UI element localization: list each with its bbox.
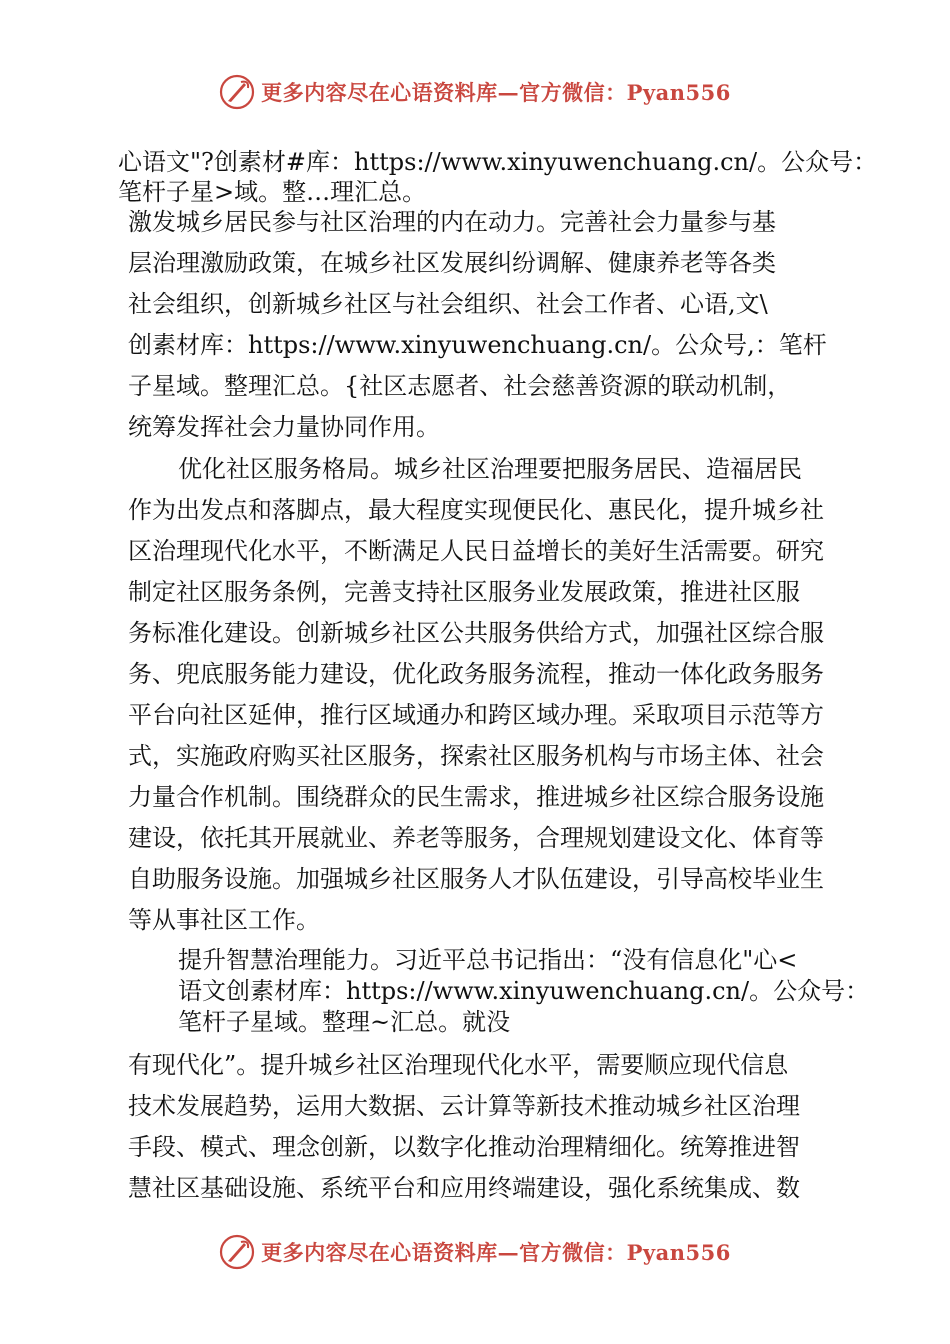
watermark-text-bottom: 更多内容尽在心语资料库—官方微信：Pyan556 (261, 1240, 731, 1265)
paragraph-line: 统筹发挥社会力量协同作用。 (128, 413, 440, 441)
paragraph-line: 社会组织，创新城乡社区与社会组织、社会工作者、心语,文\ (128, 290, 768, 318)
header-note-line: 心语文"?创素材#库：https://www.xinyuwenchuang.cn/。公众号： (118, 148, 878, 176)
paragraph-line: 子星域。整理汇总。{社区志愿者、社会慈善资源的联动机制， (128, 372, 792, 400)
quill-pen-logo-icon (219, 1234, 255, 1270)
paragraph-line: 优化社区服务格局。城乡社区治理要把服务居民、造福居民 (178, 455, 802, 483)
paragraph-line: 务、兜底服务能力建设，优化政务服务流程，推动一体化政务服务 (128, 660, 824, 688)
paragraph-line: 创素材库：https://www.xinyuwenchuang.cn/。公众号,：笔杆 (128, 331, 827, 359)
quill-pen-logo-icon (219, 74, 255, 110)
paragraph-line: 区治理现代化水平，不断满足人民日益增长的美好生活需要。研究 (128, 537, 824, 565)
paragraph-line: 自助服务设施。加强城乡社区服务人才队伍建设，引导高校毕业生 (128, 865, 824, 893)
paragraph-line: 层治理激励政策，在城乡社区发展纠纷调解、健康养老等各类 (128, 249, 776, 277)
paragraph-line: 务标准化建设。创新城乡社区公共服务供给方式，加强社区综合服 (128, 619, 824, 647)
paragraph-line: 等从事社区工作。 (128, 906, 320, 934)
paragraph-line: 语文创素材库：https://www.xinyuwenchuang.cn/。公众号： (178, 977, 870, 1005)
watermark-banner-top (0, 70, 950, 114)
watermark-text-top: 更多内容尽在心语资料库—官方微信：Pyan556 (261, 80, 731, 105)
paragraph-line: 建设，依托其开展就业、养老等服务，合理规划建设文化、体育等 (128, 824, 824, 852)
paragraph-line: 作为出发点和落脚点，最大程度实现便民化、惠民化，提升城乡社 (128, 496, 824, 524)
watermark-banner-bottom (0, 1230, 950, 1274)
paragraph-line: 提升智慧治理能力。习近平总书记指出：“没有信息化"心< (178, 946, 798, 974)
paragraph-line: 笔杆子星域。整理~汇总。就没 (178, 1008, 511, 1036)
paragraph-line: 激发城乡居民参与社区治理的内在动力。完善社会力量参与基 (128, 208, 776, 236)
paragraph-line: 式，实施政府购买社区服务，探索社区服务机构与市场主体、社会 (128, 742, 824, 770)
paragraph-line: 制定社区服务条例，完善支持社区服务业发展政策，推进社区服 (128, 578, 800, 606)
paragraph-line: 手段、模式、理念创新，以数字化推动治理精细化。统筹推进智 (128, 1133, 800, 1161)
header-note-line: 笔杆子星>域。整…理汇总。 (118, 178, 427, 206)
paragraph-line: 有现代化”。提升城乡社区治理现代化水平，需要顺应现代信息 (128, 1051, 789, 1079)
paragraph-line: 平台向社区延伸，推行区域通办和跨区域办理。采取项目示范等方 (128, 701, 824, 729)
paragraph-line: 慧社区基础设施、系统平台和应用终端建设，强化系统集成、数 (128, 1174, 800, 1202)
paragraph-line: 技术发展趋势，运用大数据、云计算等新技术推动城乡社区治理 (128, 1092, 800, 1120)
paragraph-line: 力量合作机制。围绕群众的民生需求，推进城乡社区综合服务设施 (128, 783, 824, 811)
